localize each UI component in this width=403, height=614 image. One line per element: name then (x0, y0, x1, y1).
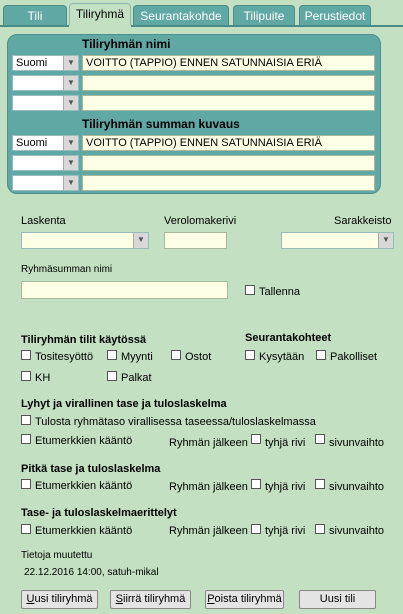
modified-value: 22.12.2016 14:00, satuh-mikal (24, 567, 159, 578)
tracking-title: Seurantakohteet (245, 332, 332, 344)
name-input-3[interactable] (82, 95, 375, 111)
group-sum-name-input[interactable] (21, 281, 228, 299)
detail-page-break-label: sivunvaihto (329, 525, 385, 537)
new-account-button[interactable]: Uusi tili (299, 590, 376, 609)
name-input-1[interactable]: VOITTO (TAPPIO) ENNEN SATUNNAISIA ERIÄ (82, 55, 375, 71)
print-group-level-label: Tulosta ryhmätaso virallisessa taseessa/tuloslaskelmassa (35, 416, 316, 428)
verolomakerivi-label: Verolomakerivi (164, 215, 237, 227)
long-empty-row-label: tyhjä rivi (265, 481, 306, 493)
sarakkeisto-label: Sarakkeisto (334, 215, 392, 227)
long-empty-row-checkbox[interactable] (251, 479, 261, 489)
tositesyotto-checkbox[interactable] (21, 350, 31, 360)
short-page-break-label: sivunvaihto (329, 437, 385, 449)
move-group-mnemonic: S (115, 593, 123, 605)
detail-page-break-checkbox[interactable] (315, 524, 325, 534)
delete-group-mnemonic: P (207, 593, 215, 605)
short-empty-row-checkbox[interactable] (251, 434, 261, 444)
sum-language-select-1[interactable] (12, 135, 79, 151)
detail-sign-reverse-checkbox[interactable] (21, 524, 31, 534)
chevron-down-icon: ▼ (133, 233, 148, 248)
tab-seurantakohde[interactable]: Seurantakohde (133, 5, 229, 25)
chevron-down-icon: ▼ (63, 76, 78, 90)
laskenta-label: Laskenta (21, 215, 66, 227)
verolomakerivi-input[interactable] (164, 232, 227, 249)
tallenna-checkbox[interactable] (245, 285, 255, 295)
name-language-value-1: Suomi (16, 57, 48, 69)
new-group-mnemonic: U (26, 593, 35, 605)
tab-tilipuite[interactable]: Tilipuite (233, 5, 295, 25)
delete-group-label: oista tiliryhmä (214, 593, 282, 605)
name-language-select-1[interactable] (12, 55, 79, 71)
sum-description-title: Tiliryhmän summan kuvaus (82, 117, 240, 131)
chevron-down-icon: ▼ (378, 233, 393, 248)
short-after-group-label: Ryhmän jälkeen (169, 437, 248, 449)
detail-empty-row-label: tyhjä rivi (265, 525, 306, 537)
sum-language-select-3[interactable] (12, 175, 79, 191)
print-group-level-checkbox[interactable] (21, 415, 31, 425)
new-group-label: usi tiliryhmä (34, 593, 93, 605)
sum-description-input-1[interactable]: VOITTO (TAPPIO) ENNEN SATUNNAISIA ERIÄ (82, 135, 375, 151)
chevron-down-icon: ▼ (63, 156, 78, 170)
kh-checkbox[interactable] (21, 371, 31, 381)
tab-tiliryhma[interactable]: Tiliryhmä (69, 3, 131, 27)
active-tab-gap (69, 25, 131, 27)
sum-language-select-2[interactable] (12, 155, 79, 171)
palkat-label: Palkat (121, 372, 152, 384)
laskenta-select[interactable] (21, 232, 149, 249)
accounts-in-use-title: Tiliryhmän tilit käytössä (21, 334, 147, 346)
group-sum-name-label: Ryhmäsumman nimi (21, 264, 113, 275)
sarakkeisto-select[interactable] (281, 232, 394, 249)
detail-report-title: Tase- ja tuloslaskelmaerittelyt (21, 507, 177, 519)
new-group-button[interactable] (21, 590, 98, 609)
detail-empty-row-checkbox[interactable] (251, 524, 261, 534)
name-language-select-2[interactable] (12, 75, 79, 91)
ostot-checkbox[interactable] (171, 350, 181, 360)
detail-sign-reverse-label: Etumerkkien kääntö (35, 525, 133, 537)
kysytaan-label: Kysytään (259, 351, 305, 363)
kh-label: KH (35, 372, 51, 384)
short-empty-row-label: tyhjä rivi (265, 437, 306, 449)
sum-description-input-2[interactable] (82, 155, 375, 171)
short-sign-reverse-checkbox[interactable] (21, 434, 31, 444)
group-name-title: Tiliryhmän nimi (82, 37, 171, 51)
long-page-break-label: sivunvaihto (329, 481, 385, 493)
kysytaan-checkbox[interactable] (245, 350, 255, 360)
long-sign-reverse-label: Etumerkkien kääntö (35, 480, 133, 492)
long-after-group-label: Ryhmän jälkeen (169, 481, 248, 493)
tallenna-label: Tallenna (259, 286, 300, 298)
palkat-checkbox[interactable] (107, 371, 117, 381)
myynti-label: Myynti (121, 351, 153, 363)
tab-perustiedot[interactable]: Perustiedot (299, 5, 371, 25)
long-sign-reverse-checkbox[interactable] (21, 479, 31, 489)
short-sign-reverse-label: Etumerkkien kääntö (35, 435, 133, 447)
tab-bar (0, 0, 403, 27)
sum-description-input-3[interactable] (82, 175, 375, 191)
delete-group-button[interactable] (205, 590, 284, 609)
move-group-button[interactable] (110, 590, 191, 609)
chevron-down-icon: ▼ (63, 136, 78, 150)
name-input-2[interactable] (82, 75, 375, 91)
tositesyotto-label: Tositesyöttö (35, 351, 94, 363)
chevron-down-icon: ▼ (63, 96, 78, 110)
sum-language-value-1: Suomi (16, 137, 48, 149)
modified-label: Tietoja muutettu (21, 550, 93, 561)
short-page-break-checkbox[interactable] (315, 434, 325, 444)
long-page-break-checkbox[interactable] (315, 479, 325, 489)
name-language-select-3[interactable] (12, 95, 79, 111)
myynti-checkbox[interactable] (107, 350, 117, 360)
chevron-down-icon: ▼ (63, 176, 78, 190)
pakolliset-checkbox[interactable] (316, 350, 326, 360)
move-group-label: iirrä tiliryhmä (123, 593, 186, 605)
pakolliset-label: Pakolliset (330, 351, 378, 363)
chevron-down-icon: ▼ (63, 56, 78, 70)
detail-after-group-label: Ryhmän jälkeen (169, 525, 248, 537)
ostot-label: Ostot (185, 351, 212, 363)
tab-tili[interactable]: Tili (3, 5, 67, 25)
long-report-title: Pitkä tase ja tuloslaskelma (21, 463, 161, 475)
short-report-title: Lyhyt ja virallinen tase ja tuloslaskelma (21, 398, 227, 410)
